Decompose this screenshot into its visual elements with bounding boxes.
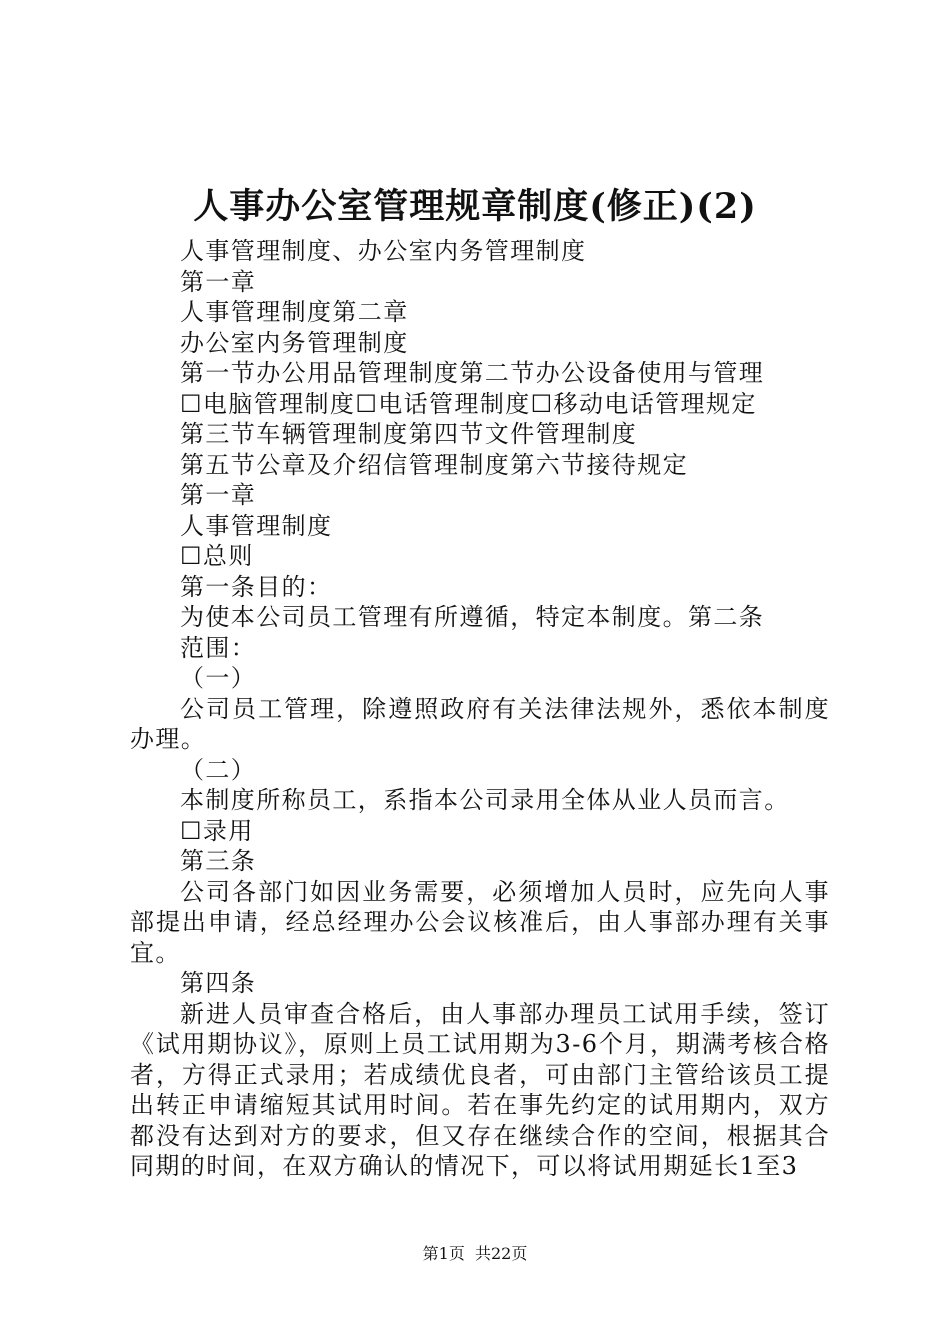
- text-line: 办公室内务管理制度: [180, 328, 409, 357]
- text-line: 第三节车辆管理制度第四节文件管理制度: [180, 420, 638, 448]
- article-heading: 第四条: [180, 969, 257, 997]
- text-line: 人事管理制度第二章: [180, 298, 409, 326]
- text-line: 本制度所称员工，系指本公司录用全体从业人员而言。: [180, 786, 790, 814]
- paragraph: 公司各部门如因业务需要，必须增加人员时，应先向人事部提出申请，经总经理办公会议核准后，由人事部办理有关事宜。: [130, 877, 830, 967]
- document-title: 人事办公室管理规章制度(修正)(2): [193, 186, 757, 227]
- section-heading: ☐录用: [180, 816, 254, 845]
- text-line: 为使本公司员工管理有所遵循，特定本制度。第二条: [180, 603, 765, 631]
- text-line: 人事管理制度: [180, 511, 333, 540]
- article-heading: 第一条目的：: [180, 572, 333, 601]
- chapter-heading: 第一章: [180, 481, 257, 509]
- text-line: 人事管理制度、办公室内务管理制度: [180, 237, 587, 265]
- page-number-footer: 第1页 共22页: [422, 1244, 528, 1263]
- text-line: 第五节公章及介绍信管理制度第六节接待规定: [180, 450, 688, 479]
- item-marker: （二）: [180, 755, 257, 784]
- text-line: 第一节办公用品管理制度第二节办公设备使用与管理: [180, 359, 765, 387]
- chapter-heading: 第一章: [180, 267, 257, 296]
- article-heading: 第三条: [180, 847, 257, 875]
- item-marker: （一）: [180, 664, 257, 692]
- paragraph: 公司员工管理，除遵照政府有关法律法规外，悉依本制度办理。: [130, 694, 830, 753]
- text-line: 范围：: [180, 633, 257, 662]
- paragraph: 新进人员审查合格后，由人事部办理员工试用手续，签订《试用期协议》，原则上员工试用期为3-6个月，期满考核合格者，方得正式录用；若成绩优良者，可由部门主管给该员工提出转正申请缩短其试用时间。若在事先约定的试用期内，双方都没有达到对方的要求，但又存在继续合作的空间，根据其合同期的时间，在双方确认的情况下，可以将试用期延长1至3: [130, 999, 830, 1180]
- text-line: ☐电脑管理制度☐电话管理制度☐移动电话管理规定: [180, 389, 757, 418]
- section-heading: ☐总则: [180, 542, 254, 570]
- document-body: [130, 236, 830, 1182]
